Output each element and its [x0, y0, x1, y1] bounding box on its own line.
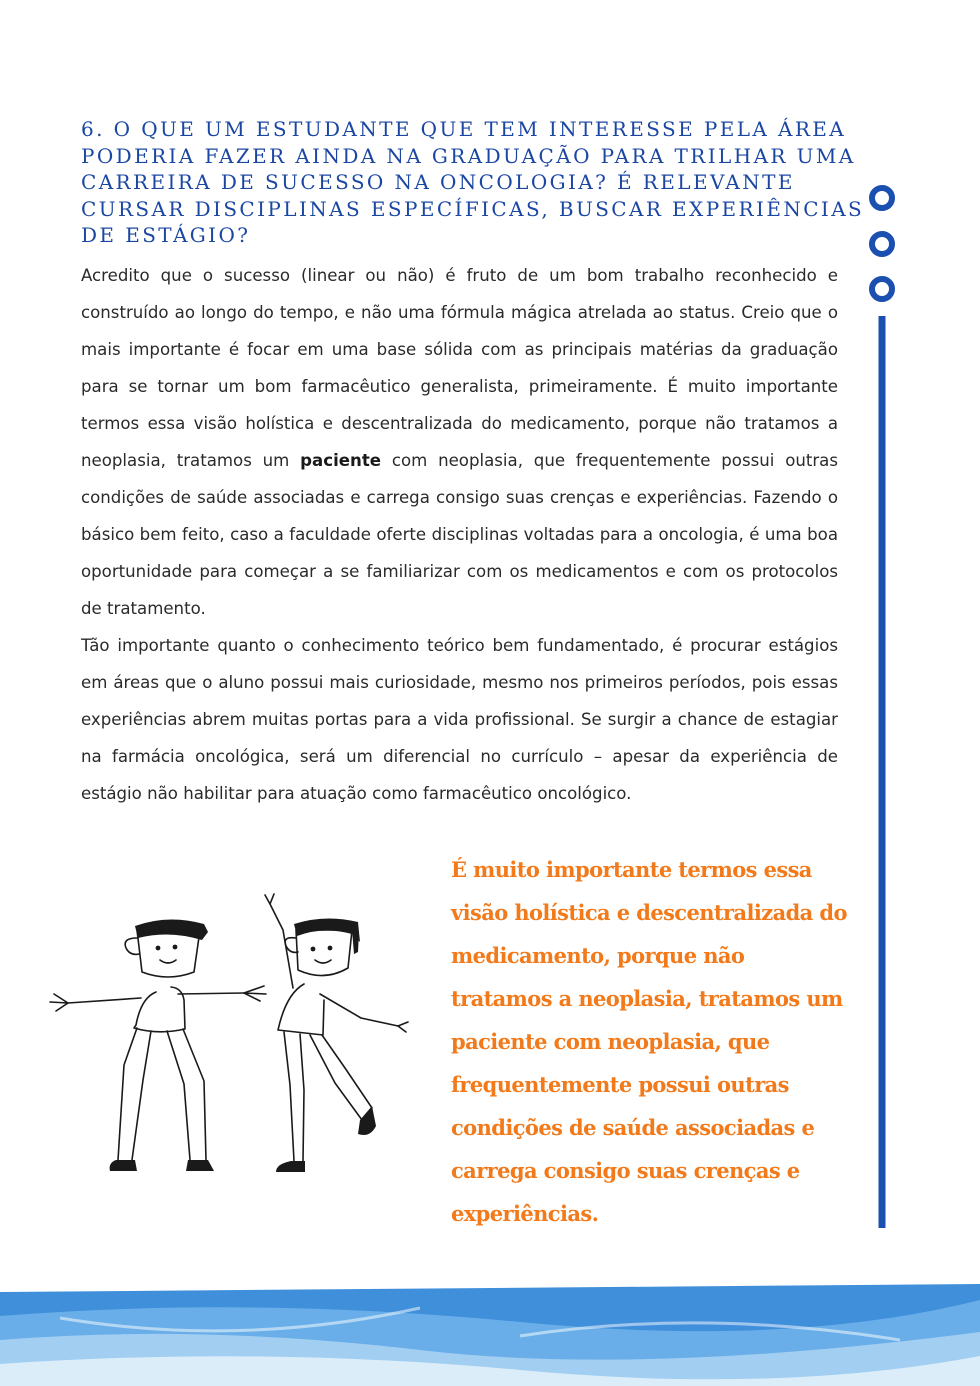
- answer-paragraph-2: Tão importante quanto o conhecimento teórico bem fundamentado, é procurar estágios em áreas que o aluno possui mais curiosidade, mesmo nos primeiros períodos, pois essas experiências abrem muitas portas para a vida profissional. Se surgir a chance de estagiar na farmácia oncológica, será um diferencial no currículo – apesar da experiência de estágio não habilitar para atuação como farmacêutico oncológico.: [81, 636, 838, 803]
- answer-p1-start: Acredito que o sucesso (linear ou não) é fruto de um bom trabalho reconhecido e construído ao longo do tempo, e não uma fórmula mágica atrelada ao status. Creio que o mais importante é focar em uma base sólida com as principais matérias da graduação para se tornar um bom farmacêutico generalista, primeiramente. É muito importante termos essa visão holística e descentralizada do medicamento, porque não tratamos a neoplasia, tratamos um: [81, 266, 838, 470]
- question-heading: 6. O QUE UM ESTUDANTE QUE TEM INTERESSE PELA ÁREA PODERIA FAZER AINDA NA GRADUAÇÃO PARA TRILHAR UMA CARREIRA DE SUCESSO NA ONCOLOGIA? É RELEVANTE CURSAR DISCIPLINAS ESPECÍFICAS, BUSCAR EXPERIÊNCIAS DE ESTÁGIO?: [81, 117, 865, 247]
- ring-icon: [872, 279, 892, 299]
- ring-icon: [872, 234, 892, 254]
- dancing-cups-illustration: [38, 890, 410, 1190]
- side-decoration: [866, 184, 898, 1234]
- answer-emphasis: paciente: [300, 451, 382, 470]
- pull-quote: É muito importante termos essa visão holística e descentralizada do medicamento, porque não tratamos a neoplasia, tratamos um paciente com neoplasia, que frequentemente possui outras condições de saúde associadas e carrega consigo suas crenças e experiências.: [451, 857, 847, 1226]
- answer-paragraph-1: [81, 257, 838, 627]
- footer-wave-decoration: [0, 1278, 980, 1386]
- ring-icon: [872, 188, 892, 208]
- answer-p1-end: com neoplasia, que frequentemente possui outras condições de saúde associadas e carrega consigo suas crenças e experiências. Fazendo o básico bem feito, caso a faculdade oferte disciplinas voltadas para a oncologia, é uma boa oportunidade para começar a se familiarizar com os medicamentos e com os protocolos de tratamento.: [81, 451, 839, 618]
- vertical-rule: [879, 316, 886, 1228]
- answer-text: [81, 257, 838, 812]
